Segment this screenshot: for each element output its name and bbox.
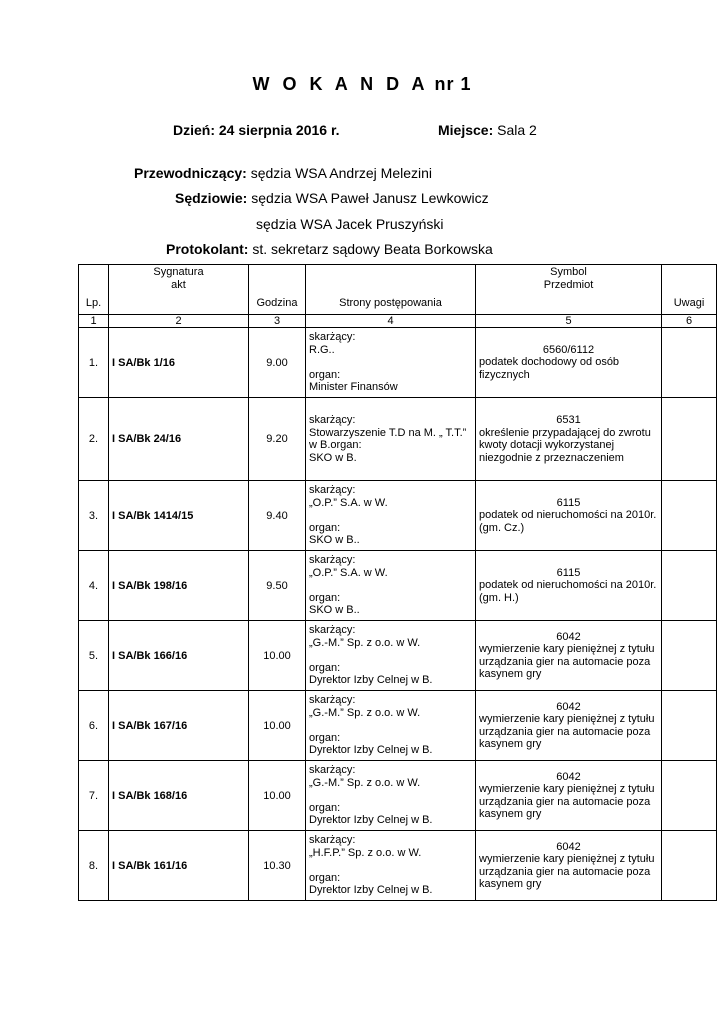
case-row	[79, 761, 717, 831]
case-parties	[306, 831, 476, 901]
case-subject	[476, 328, 662, 398]
judge-2-line	[256, 216, 444, 232]
case-notes	[662, 691, 717, 761]
complainant-name: „O.P.” S.A. w W.	[309, 566, 388, 579]
symbol-code: 6115	[556, 496, 581, 509]
organ-label: organ:	[309, 871, 341, 884]
case-time: 9.20	[249, 398, 306, 481]
case-parties	[306, 481, 476, 551]
title-word: W O K A N D A	[252, 74, 429, 94]
subject-text: podatek dochodowy od osób fizycznych	[479, 356, 620, 381]
docket-rows	[79, 328, 717, 901]
header-signature-line2: akt	[171, 279, 186, 291]
complainant-label: skarżący:	[309, 764, 356, 777]
organ-label: organ:	[309, 801, 341, 814]
complainant-label: skarżący:	[309, 834, 356, 847]
case-parties	[306, 328, 476, 398]
col-number: 2	[109, 315, 249, 328]
judges-label: Sędziowie:	[175, 190, 248, 206]
case-notes	[662, 551, 717, 621]
header-symbol-line2: Przedmiot	[543, 279, 594, 291]
case-number: 6.	[79, 691, 109, 761]
case-subject	[476, 831, 662, 901]
header-time: Godzina	[249, 265, 306, 315]
organ-name: SKO w B..	[309, 534, 360, 547]
docket-table	[78, 264, 717, 901]
case-number: 7.	[79, 761, 109, 831]
organ-name: Dyrektor Izby Celnej w B.	[309, 674, 433, 687]
symbol-code: 6042	[556, 770, 581, 783]
case-time: 10.00	[249, 691, 306, 761]
organ-label: organ:	[309, 731, 341, 744]
case-time: 10.00	[249, 761, 306, 831]
case-notes	[662, 328, 717, 398]
case-row	[79, 551, 717, 621]
case-time: 10.30	[249, 831, 306, 901]
case-number: 3.	[79, 481, 109, 551]
case-row	[79, 328, 717, 398]
header-lp: Lp.	[79, 265, 109, 315]
col-number: 1	[79, 315, 109, 328]
case-signature: I SA/Bk 198/16	[109, 551, 249, 621]
symbol-code: 6531	[556, 414, 581, 426]
complainant-name: „H.F.P.” Sp. z o.o. w W.	[309, 846, 422, 859]
case-row	[79, 398, 717, 481]
case-notes	[662, 831, 717, 901]
clerk-value: st. sekretarz sądowy Beata Borkowska	[252, 241, 493, 257]
case-notes	[662, 481, 717, 551]
case-subject	[476, 621, 662, 691]
judge-1: sędzia WSA Paweł Janusz Lewkowicz	[251, 190, 489, 206]
case-time: 10.00	[249, 621, 306, 691]
header-notes: Uwagi	[662, 265, 717, 315]
case-notes	[662, 621, 717, 691]
complainant-name: „G.-M.” Sp. z o.o. w W.	[309, 636, 421, 649]
symbol-code: 6115	[556, 566, 581, 579]
complainant-name: „G.-M.” Sp. z o.o. w W.	[309, 776, 421, 789]
symbol-code: 6042	[556, 630, 581, 643]
case-parties	[306, 621, 476, 691]
subject-text: podatek od nieruchomości na 2010r. (gm. H.)	[479, 579, 657, 604]
case-row	[79, 831, 717, 901]
subject-text: określenie przypadającej do zwrotu kwoty dotacji wykorzystanej niezgodnie z przeznaczeniem	[479, 426, 651, 464]
case-notes	[662, 398, 717, 481]
place-value: Sala 2	[497, 122, 537, 138]
case-row	[79, 481, 717, 551]
header-symbol-line1: Symbol	[550, 266, 587, 278]
hearing-place	[438, 122, 537, 138]
complainant-label: skarżący:	[309, 331, 356, 344]
header-signature-line1: Sygnatura	[153, 266, 204, 278]
judges-line	[175, 190, 489, 206]
complainant-label: skarżący:	[309, 484, 356, 497]
case-signature: I SA/Bk 24/16	[109, 398, 249, 481]
chair-label: Przewodniczący:	[134, 165, 247, 181]
case-signature: I SA/Bk 161/16	[109, 831, 249, 901]
case-parties	[306, 761, 476, 831]
case-subject	[476, 691, 662, 761]
col-number: 6	[662, 315, 717, 328]
case-parties	[306, 691, 476, 761]
subject-text: wymierzenie kary pieniężnej z tytułu urządzania gier na automacie poza kasynem gry	[479, 713, 655, 750]
judge-2: sędzia WSA Jacek Pruszyński	[256, 216, 444, 232]
organ-name: Minister Finansów	[309, 381, 398, 394]
case-number: 4.	[79, 551, 109, 621]
case-signature: I SA/Bk 167/16	[109, 691, 249, 761]
header-parties: Strony postępowania	[306, 265, 476, 315]
subject-text: wymierzenie kary pieniężnej z tytułu urządzania gier na automacie poza kasynem gry	[479, 643, 655, 680]
organ-name: Dyrektor Izby Celnej w B.	[309, 744, 433, 757]
organ-label: organ:	[309, 368, 341, 381]
organ-name: SKO w B..	[309, 604, 360, 617]
case-subject	[476, 761, 662, 831]
day-label: Dzień:	[173, 122, 215, 138]
subject-text: wymierzenie kary pieniężnej z tytułu urządzania gier na automacie poza kasynem gry	[479, 853, 655, 890]
complainant-label: skarżący:	[309, 554, 356, 567]
case-signature: I SA/Bk 166/16	[109, 621, 249, 691]
clerk-line	[166, 241, 493, 257]
place-label: Miejsce:	[438, 122, 494, 138]
title-number: nr 1	[434, 74, 472, 94]
complainant-label: skarżący:	[309, 624, 356, 637]
symbol-code: 6042	[556, 700, 581, 713]
subject-text: wymierzenie kary pieniężnej z tytułu urządzania gier na automacie poza kasynem gry	[479, 783, 655, 820]
case-parties	[306, 551, 476, 621]
header-row	[79, 265, 717, 315]
document-title	[0, 74, 724, 95]
day-value: 24 sierpnia 2016 r.	[218, 122, 340, 138]
case-subject	[476, 398, 662, 481]
col-number: 5	[476, 315, 662, 328]
organ-label: organ:	[330, 439, 362, 451]
symbol-code: 6560/6112	[542, 343, 595, 356]
chair-line	[134, 165, 432, 181]
case-number: 5.	[79, 621, 109, 691]
organ-label: organ:	[309, 521, 341, 534]
case-signature: I SA/Bk 1414/15	[109, 481, 249, 551]
subject-text: podatek od nieruchomości na 2010r. (gm. Cz.)	[479, 509, 657, 534]
symbol-code: 6042	[556, 840, 581, 853]
header-signature	[109, 265, 249, 315]
case-row	[79, 621, 717, 691]
complainant-name: R.G..	[309, 343, 335, 356]
organ-name: Dyrektor Izby Celnej w B.	[309, 884, 433, 897]
case-number: 1.	[79, 328, 109, 398]
case-number: 8.	[79, 831, 109, 901]
organ-label: organ:	[309, 661, 341, 674]
complainant-name: Stowarzyszenie T.D na M. „ T.T.” w B.	[309, 426, 467, 451]
col-number: 3	[249, 315, 306, 328]
complainant-label: skarżący:	[309, 694, 356, 707]
case-signature: I SA/Bk 1/16	[109, 328, 249, 398]
organ-name: Dyrektor Izby Celnej w B.	[309, 814, 433, 827]
case-signature: I SA/Bk 168/16	[109, 761, 249, 831]
case-time: 9.00	[249, 328, 306, 398]
case-parties	[306, 398, 476, 481]
case-number: 2.	[79, 398, 109, 481]
complainant-name: „O.P.” S.A. w W.	[309, 496, 388, 509]
header-symbol	[476, 265, 662, 315]
organ-label: organ:	[309, 591, 341, 604]
case-subject	[476, 481, 662, 551]
case-notes	[662, 761, 717, 831]
clerk-label: Protokolant:	[166, 241, 249, 257]
complainant-name: „G.-M.” Sp. z o.o. w W.	[309, 706, 421, 719]
organ-name: SKO w B.	[309, 451, 357, 464]
chair-value: sędzia WSA Andrzej Melezini	[250, 165, 433, 181]
hearing-date	[173, 122, 340, 138]
case-time: 9.40	[249, 481, 306, 551]
column-number-row	[79, 315, 717, 328]
case-row	[79, 691, 717, 761]
case-time: 9.50	[249, 551, 306, 621]
case-subject	[476, 551, 662, 621]
complainant-label: skarżący:	[309, 414, 356, 426]
col-number: 4	[306, 315, 476, 328]
